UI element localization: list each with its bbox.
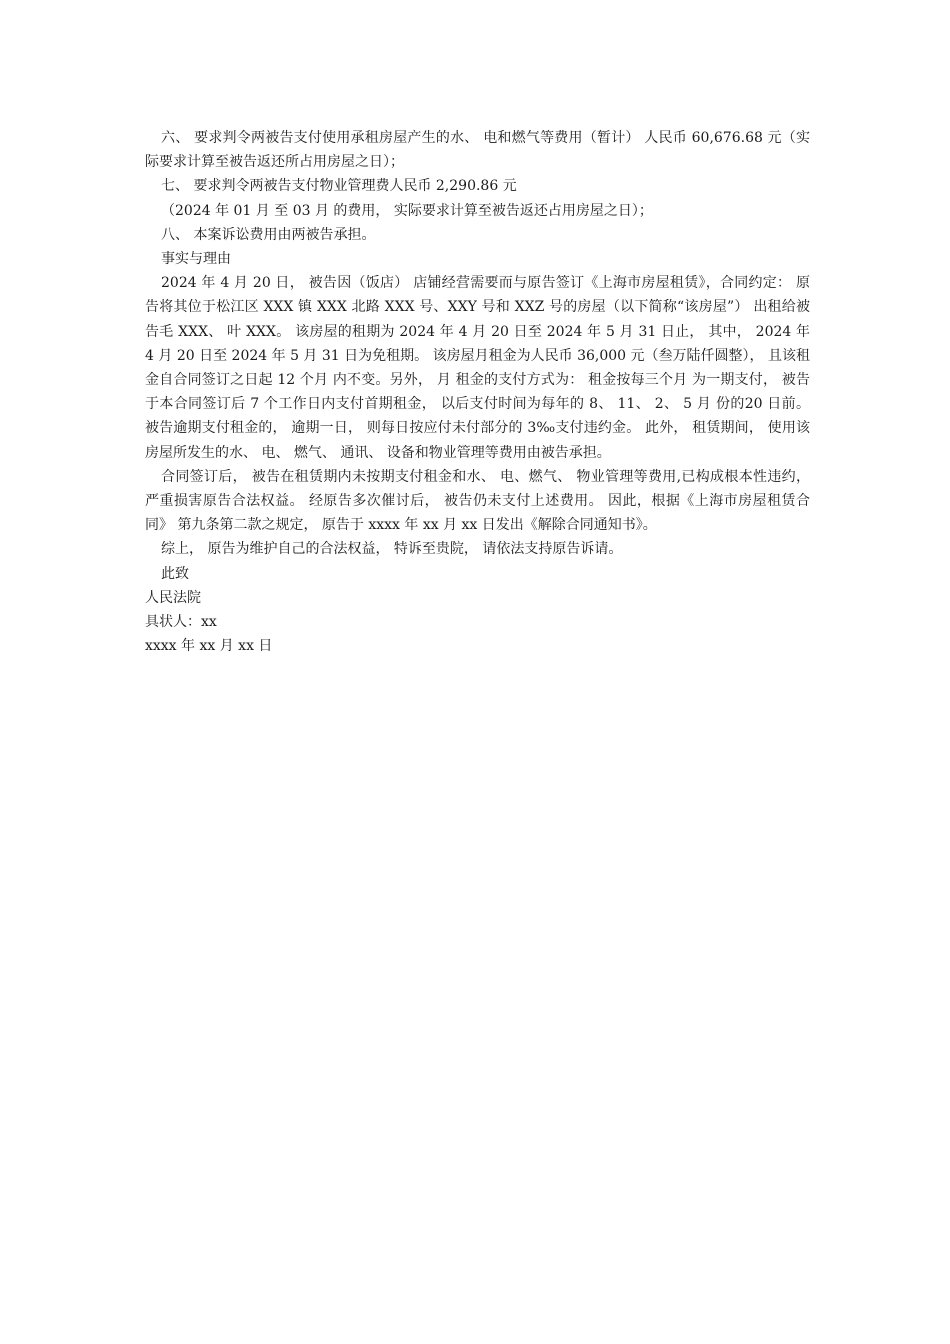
section-heading-facts: 事实与理由 <box>161 251 231 268</box>
document-body <box>145 126 810 658</box>
claim-item-6: 六、 要求判令两被告支付使用承租房屋产生的水、 电和燃气等费用（暂计） 人民币 60,676.68 元（实际要求计算至被告返还所占用房屋之日）； <box>145 130 810 171</box>
claim-item-7: 七、 要求判令两被告支付物业管理费人民币 2,290.86 元 <box>161 178 517 195</box>
conclusion-paragraph: 综上， 原告为维护自己的合法权益， 特诉至贵院， 请依法支持原告诉请。 <box>161 541 623 558</box>
facts-paragraph-breach: 合同签订后， 被告在租赁期内未按期支付租金和水、 电、燃气、 物业管理等费用,已构成根本性违约， 严重损害原告合法权益。 经原告多次催讨后， 被告仍未支付上述费用。 因此，根据《上海市房屋租赁合同》 第九条第二款之规定， 原告于 xxxx 年 xx 月 xx 日发出《解除合同通知书》。 <box>145 468 810 534</box>
plaintiff-signature: 具状人：xx <box>145 614 217 631</box>
court-addressee: 人民法院 <box>145 589 201 606</box>
claim-item-7-note: （2024 年 01 月 至 03 月 的费用， 实际要求计算至被告返还占用房屋之日）； <box>161 202 653 219</box>
salutation: 此致 <box>161 565 189 582</box>
facts-paragraph-contract: 2024 年 4 月 20 日， 被告因（饭店） 店铺经营需要而与原告签订《上海市房屋租赁》，合同约定： 原告将其位于松江区 XXX 镇 XXX 北路 XXX 号、XXY 号和 XXZ 号的房屋（以下简称“该房屋”） 出租给被告毛 XXX、 叶 XXX。 该房屋的租期为 2024 年 4 月 20 日至 2024 年 5 月 31 日止， 其中， 2024 年 4 月 20 日至 2024 年 5 月 31 日为免租期。 该房屋月租金为人民币 36,000 元（叁万陆仟圆整）， 且该租金自合同签订之日起 12 个月 内不变。另外， 月 租金的支付方式为： 租金按每三个月 为一期支付， 被告于本合同签订后 7 个工作日内支付首期租金， 以后支付时间为每年的 8、 11、 2、 5 月 份的20 日前。 被告逾期支付租金的， 逾期一日， 则每日按应付未付部分的 3‰支付违约金。 此外， 租赁期间， 使用该房屋所发生的水、 电、 燃气、 通讯、 设备和物业管理等费用由被告承担。 <box>145 275 810 461</box>
document-date: xxxx 年 xx 月 xx 日 <box>145 638 273 655</box>
claim-item-8: 八、 本案诉讼费用由两被告承担。 <box>161 226 376 243</box>
